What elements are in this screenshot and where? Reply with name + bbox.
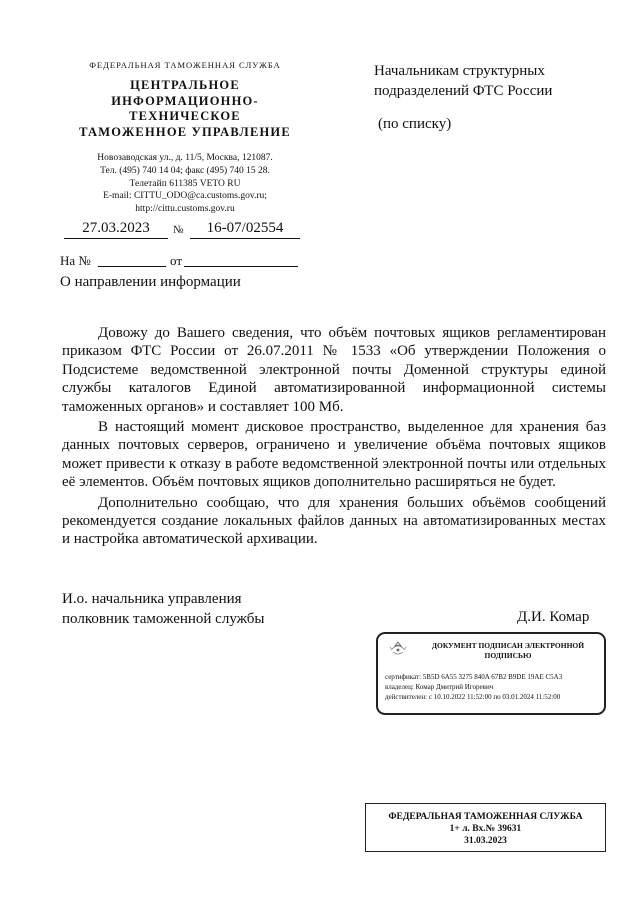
- sender-address: Новозаводская ул., д. 11/5, Москва, 121087.: [97, 153, 273, 163]
- body-paragraph: Дополнительно сообщаю, что для хранения больших объёмов сообщений рекомендуется создание локальных файлов данных на автоматизированных местах и настройка автоматической архивации.: [62, 494, 606, 548]
- org-line: ИНФОРМАЦИОННО-: [111, 93, 259, 108]
- body-paragraph: В настоящий момент дисковое пространство, выделенное для хранения баз данных почтовых серверов, ограничено и увеличение объёма почтовых ящиков может привести к отказу в работе ведомственной электронной почты или отдельных её элементов. Объём почтовых ящиков дополнительно расширяться не будет.: [62, 419, 606, 491]
- addressee-line: подразделений ФТС России: [374, 82, 553, 99]
- addressee: [374, 62, 552, 101]
- reference-number-label: На №: [60, 253, 91, 268]
- registration-line: [60, 220, 300, 240]
- sender-agency: ФЕДЕРАЛЬНАЯ ТАМОЖЕННАЯ СЛУЖБА: [89, 60, 281, 70]
- sender-organization: [60, 78, 310, 140]
- org-line: ЦЕНТРАЛЬНОЕ: [130, 78, 240, 92]
- stamp-line: 31.03.2023: [464, 836, 507, 846]
- stamp-line: ФЕДЕРАЛЬНАЯ ТАМОЖЕННАЯ СЛУЖБА: [388, 812, 583, 822]
- esign-certificate: сертификат: 5B5D 6A55 3275 840A 67B2 B9DE 19AE C5A3: [385, 673, 563, 681]
- addressee-note: (по списку): [378, 116, 452, 132]
- signatory-title-line: полковник таможенной службы: [62, 610, 265, 627]
- esign-details: [385, 672, 562, 702]
- sender-website: http://cittu.customs.gov.ru: [135, 204, 235, 215]
- emblem-icon: [384, 639, 412, 661]
- sender-teletype: Телетайп 611385 VETO RU: [129, 178, 241, 189]
- esign-owner: владелец: Комар Дмитрий Игоревич: [385, 683, 494, 691]
- reference-date-blank: [184, 266, 298, 267]
- reference-number-blank: [98, 266, 166, 267]
- registration-number: 16-07/02554: [190, 220, 300, 239]
- sender-contacts: [60, 152, 310, 216]
- document-subject: О направлении информации: [60, 274, 241, 290]
- electronic-signature-stamp: [376, 632, 606, 715]
- esign-validity: действителен: с 10.10.2022 11:52:00 по 03.01.2024 11:52:00: [385, 693, 561, 701]
- sender-email: E-mail: CITTU_ODO@ca.customs.gov.ru;: [103, 191, 267, 202]
- number-sign: №: [173, 224, 184, 236]
- body-paragraph: Довожу до Вашего сведения, что объём почтовых ящиков регламентирован приказом ФТС России от 26.07.2011 № 1533 «Об утверждении Положения о Подсистеме ведомственной электронной почты Доменной структуры единой службы каталогов Единой автоматизированной информационной системы таможенных органов» и составляет 100 Мб.: [62, 325, 606, 415]
- esign-header-line: ПОДПИСЬЮ: [484, 651, 532, 660]
- esign-header-line: ДОКУМЕНТ ПОДПИСАН ЭЛЕКТРОННОЙ: [431, 641, 585, 650]
- registration-date: 27.03.2023: [64, 220, 168, 239]
- signatory-title-line: И.о. начальника управления: [62, 591, 242, 607]
- org-line: ТАМОЖЕННОЕ УПРАВЛЕНИЕ: [79, 124, 291, 139]
- sender-phones: Тел. (495) 740 14 04; факс (495) 740 15 28.: [100, 165, 270, 176]
- signatory-title: [62, 590, 265, 629]
- stamp-line: 1+ л. Вх.№ 39631: [449, 824, 522, 834]
- signatory-name: Д.И. Комар: [517, 609, 590, 625]
- letter-body: [62, 324, 606, 551]
- reference-date-label: от: [170, 253, 183, 268]
- incoming-registration-stamp: [365, 803, 606, 852]
- addressee-line: Начальникам структурных: [374, 63, 545, 79]
- esign-header: [414, 641, 602, 661]
- org-line: ТЕХНИЧЕСКОЕ: [129, 109, 241, 123]
